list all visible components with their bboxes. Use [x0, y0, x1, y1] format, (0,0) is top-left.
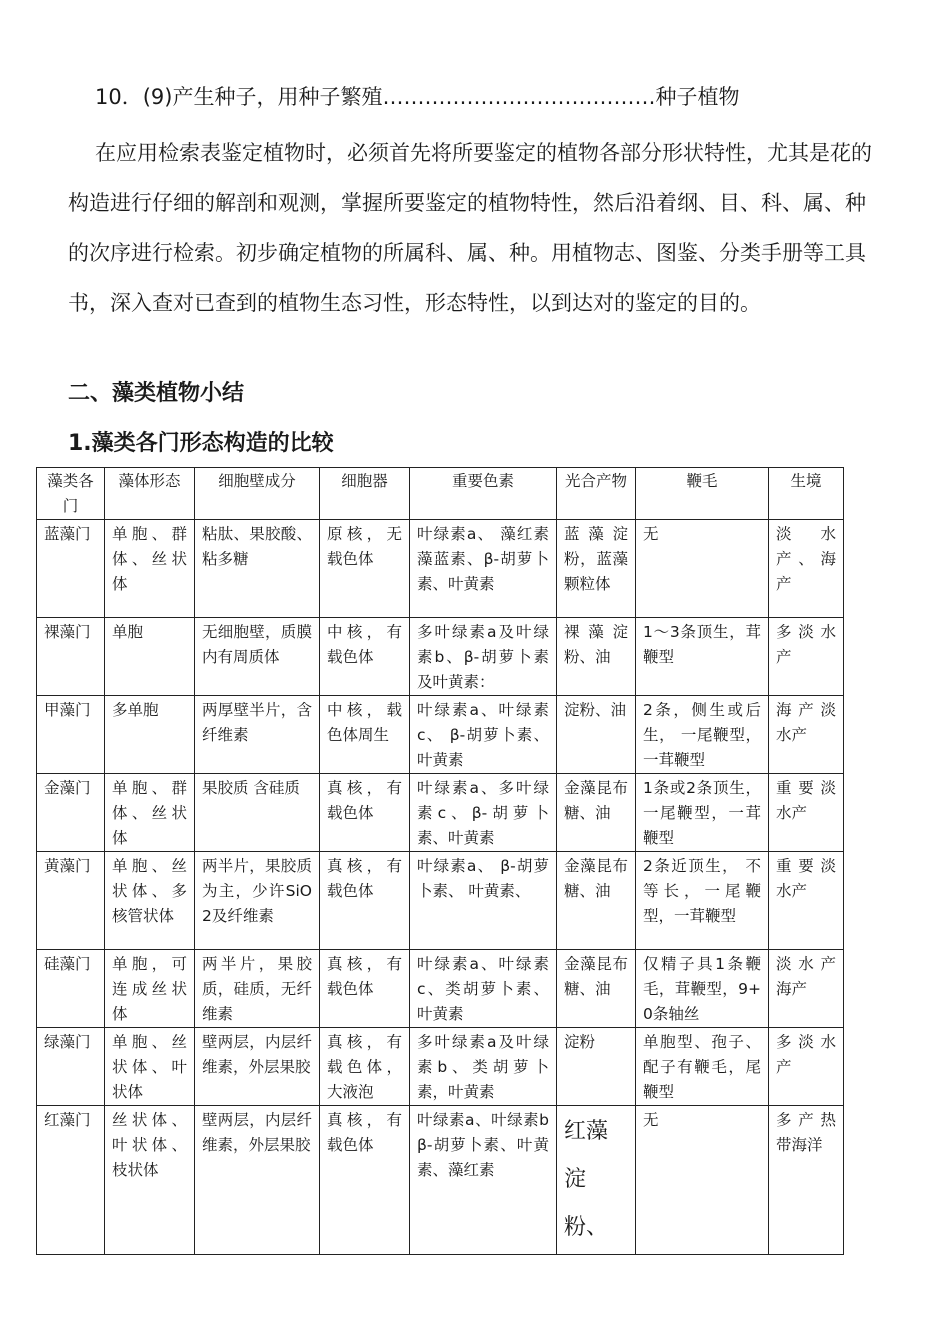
table-cell: 丝状体、叶状体、枝状体	[105, 1106, 195, 1255]
table-cell: 真核，有载色体，大液泡	[320, 1028, 410, 1106]
table-row	[37, 1106, 844, 1255]
table-cell: 多淡水产	[769, 618, 844, 696]
table-cell: 两半片，果胶质为主，少许SiO2及纤维素	[195, 852, 320, 950]
table-cell: 淀粉、油	[557, 696, 636, 774]
table-cell: 中核，有载色体	[320, 618, 410, 696]
table-cell: 1条或2条顶生， 一尾鞭型，一茸鞭型	[636, 774, 769, 852]
table-cell: 蓝藻淀粉，蓝藻颗粒体	[557, 520, 636, 618]
table-cell: 果胶质 含硅质	[195, 774, 320, 852]
header-cell: 藻类各门	[37, 468, 105, 520]
table-cell: 重要淡水产	[769, 852, 844, 950]
table-cell: 2条，侧生或后生， 一尾鞭型，一茸鞭型	[636, 696, 769, 774]
table-cell: 金藻门	[37, 774, 105, 852]
table-cell: 真核，有载色体	[320, 1106, 410, 1255]
header-cell: 细胞壁成分	[195, 468, 320, 520]
table-header-row	[37, 468, 844, 520]
table-cell: 真核，有载色体	[320, 950, 410, 1028]
key-line-10: 10．(9)产生种子，用种子繁殖…………………………………种子植物	[95, 85, 740, 109]
table-cell: 叶绿素a、 藻红素藻蓝素、β-胡萝卜素、叶黄素	[410, 520, 557, 618]
table-cell: 单胞，可连成丝状体	[105, 950, 195, 1028]
table-row	[37, 1028, 844, 1106]
table-cell: 多单胞	[105, 696, 195, 774]
section-title: 二、藻类植物小结	[68, 381, 245, 406]
table-cell: 2条近顶生， 不等长，一尾鞭型，一茸鞭型	[636, 852, 769, 950]
table-cell: 单胞、群体、丝状体	[105, 520, 195, 618]
table-row	[37, 696, 844, 774]
table-cell: 金藻昆布糖、油	[557, 950, 636, 1028]
table-cell: 重要淡水产	[769, 774, 844, 852]
table-cell: 两半片，果胶质，硅质，无纤维素	[195, 950, 320, 1028]
table-cell: 红藻淀粉、	[557, 1106, 636, 1255]
table-row	[37, 852, 844, 950]
header-cell: 鞭毛	[636, 468, 769, 520]
table-row	[37, 520, 844, 618]
table-cell: 无	[636, 1106, 769, 1255]
table-cell: 黄藻门	[37, 852, 105, 950]
table-cell: 多叶绿素a及叶绿素b、β-胡萝卜素及叶黄素：	[410, 618, 557, 696]
table-cell: 叶绿素a、叶绿素c、 β-胡萝卜素、叶黄素	[410, 696, 557, 774]
table-cell: 叶绿素a、多叶绿素c、β-胡萝卜素、叶黄素	[410, 774, 557, 852]
table-cell: 真核，有载色体	[320, 852, 410, 950]
table-cell: 叶绿素a、叶绿素c、类胡萝卜素、叶黄素	[410, 950, 557, 1028]
table-cell: 淡水产海产	[769, 950, 844, 1028]
header-cell: 光合产物	[557, 468, 636, 520]
table-cell: 粘肽、果胶酸、粘多糖	[195, 520, 320, 618]
table-cell: 裸藻淀粉、油	[557, 618, 636, 696]
table-cell: 多产热带海洋	[769, 1106, 844, 1255]
table-cell: 多淡水产	[769, 1028, 844, 1106]
table-cell: 无	[636, 520, 769, 618]
table-cell: 金藻昆布糖、油	[557, 774, 636, 852]
table-cell: 单胞、丝状体、叶状体	[105, 1028, 195, 1106]
header-cell: 重要色素	[410, 468, 557, 520]
table-cell: 单胞、群体、丝状体	[105, 774, 195, 852]
table-cell: 中核，载色体周生	[320, 696, 410, 774]
table-cell: 壁两层，内层纤维素，外层果胶	[195, 1106, 320, 1255]
table-cell: 1～3条顶生，茸鞭型	[636, 618, 769, 696]
table-cell: 单胞	[105, 618, 195, 696]
table-cell: 壁两层，内层纤维素，外层果胶	[195, 1028, 320, 1106]
table-cell: 叶绿素a、叶绿素bβ-胡萝卜素、叶黄素、藻红素	[410, 1106, 557, 1255]
table-cell: 绿藻门	[37, 1028, 105, 1106]
table-cell: 蓝藻门	[37, 520, 105, 618]
identification-paragraph: 在应用检索表鉴定植物时，必须首先将所要鉴定的植物各部分形状特性，尤其是花的构造进行仔细的解剖和观测，掌握所要鉴定的植物特性，然后沿着纲、目、科、属、种的次序进行检索。初步确定植物的所属科、属、种。用植物志、图鉴、分类手册等工具书，深入查对已查到的植物生态习性，形态特性，以到达对的鉴定的目的。	[68, 141, 872, 315]
table-cell: 红藻门	[37, 1106, 105, 1255]
table-cell: 无细胞壁，质膜内有周质体	[195, 618, 320, 696]
table-cell: 原核，无载色体	[320, 520, 410, 618]
table-cell: 叶绿素a、 β-胡萝卜素、 叶黄素、	[410, 852, 557, 950]
table-cell: 淡 水产、海产	[769, 520, 844, 618]
table-cell: 甲藻门	[37, 696, 105, 774]
table-cell: 真核，有载色体	[320, 774, 410, 852]
header-cell: 生境	[769, 468, 844, 520]
table-cell: 裸藻门	[37, 618, 105, 696]
table-cell: 淀粉	[557, 1028, 636, 1106]
subsection-title: 1.藻类各门形态构造的比较	[68, 431, 334, 456]
table-cell: 仅精子具1条鞭毛，茸鞭型，9+0条轴丝	[636, 950, 769, 1028]
table-row	[37, 618, 844, 696]
table-cell: 单胞、丝状体、多核管状体	[105, 852, 195, 950]
algae-comparison-table	[36, 467, 844, 1255]
table-cell: 金藻昆布糖、油	[557, 852, 636, 950]
table-row	[37, 774, 844, 852]
table-row	[37, 950, 844, 1028]
header-cell: 细胞器	[320, 468, 410, 520]
table-cell: 多叶绿素a及叶绿素b、类胡萝卜素，叶黄素	[410, 1028, 557, 1106]
table-cell: 两厚壁半片，含纤维素	[195, 696, 320, 774]
header-cell: 藻体形态	[105, 468, 195, 520]
table-cell: 单胞型、孢子、配子有鞭毛，尾鞭型	[636, 1028, 769, 1106]
table-cell: 海产淡水产	[769, 696, 844, 774]
table-cell: 硅藻门	[37, 950, 105, 1028]
